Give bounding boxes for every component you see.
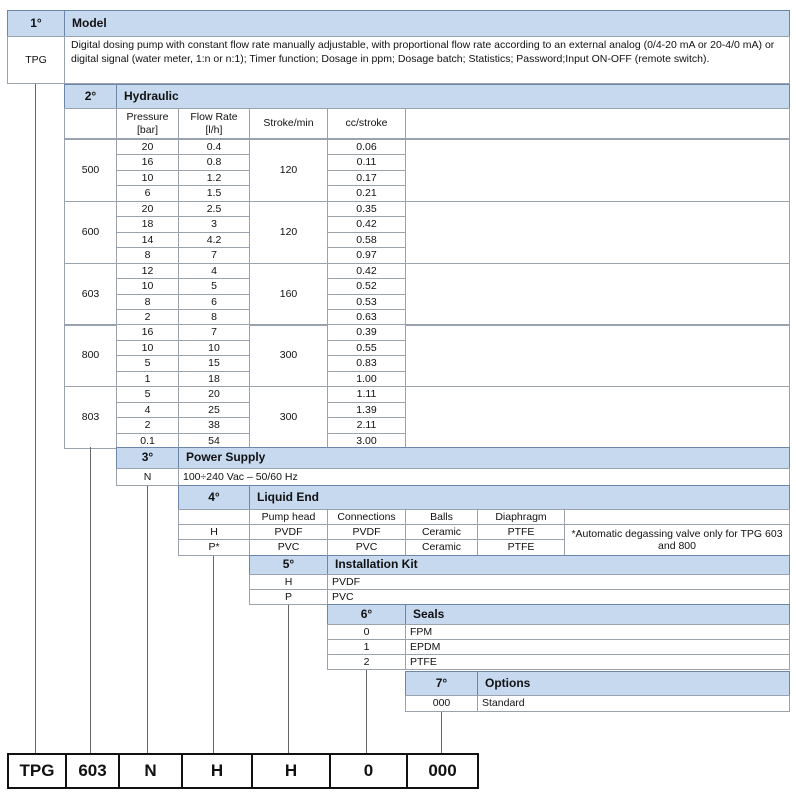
- hydraulic-pressure-value: 5: [116, 355, 179, 372]
- hydraulic-model-code: 800: [64, 324, 117, 387]
- hydraulic-stroke-value: 120: [249, 201, 328, 264]
- hydraulic-flow-value: 8: [178, 309, 250, 325]
- hydraulic-flow-value: 1.2: [178, 170, 250, 186]
- hydraulic-cc-value: 0.42: [327, 263, 406, 279]
- hydraulic-section-title: Hydraulic: [116, 84, 790, 109]
- hydraulic-pressure-value: 20: [116, 139, 179, 155]
- hydraulic-model-code: 600: [64, 201, 117, 264]
- seals-row-value: PTFE: [405, 654, 790, 670]
- hydraulic-blank-header: [405, 108, 790, 139]
- model-section-title: Model: [64, 10, 790, 37]
- kit-section-number: 5°: [249, 555, 328, 575]
- hydraulic-flow-value: 0.8: [178, 154, 250, 171]
- liquid-row-code: H: [178, 524, 250, 540]
- code-box-model: TPG: [9, 755, 67, 787]
- hydraulic-stroke-value: 300: [249, 324, 328, 387]
- options-section-title: Options: [477, 671, 790, 696]
- liquid-row-pump-head: PVC: [249, 539, 328, 556]
- liquid-row-connections: PVDF: [327, 524, 406, 540]
- hydraulic-stroke-value: 120: [249, 139, 328, 202]
- hydraulic-pressure-value: 18: [116, 216, 179, 233]
- hydraulic-flow-value: 20: [178, 386, 250, 403]
- hydraulic-stroke-value: 300: [249, 386, 328, 449]
- hydraulic-model-code: 603: [64, 263, 117, 326]
- hydraulic-flow-value: 4.2: [178, 232, 250, 248]
- hydraulic-cc-value: 0.39: [327, 324, 406, 341]
- hydraulic-flow-value: 7: [178, 247, 250, 264]
- hydraulic-pressure-value: 14: [116, 232, 179, 248]
- seals-row-code: 0: [327, 624, 406, 640]
- hydraulic-section-number: 2°: [64, 84, 117, 109]
- hydraulic-flow-value: 0.4: [178, 139, 250, 155]
- hydraulic-cc-value: 0.52: [327, 278, 406, 295]
- hydraulic-cc-value: 0.55: [327, 340, 406, 356]
- hydraulic-pressure-value: 10: [116, 340, 179, 356]
- connector-line-1: [35, 84, 36, 753]
- hydraulic-cc-value: 0.17: [327, 170, 406, 186]
- hydraulic-cc-value: 0.53: [327, 294, 406, 310]
- liquid-row-connections: PVC: [327, 539, 406, 556]
- seals-row-value: FPM: [405, 624, 790, 640]
- hydraulic-cc-value: 2.11: [327, 417, 406, 434]
- kit-row-code: P: [249, 589, 328, 605]
- power-code: N: [116, 468, 179, 486]
- liquid-blank-header: [564, 509, 790, 525]
- hydraulic-cc-value: 1.11: [327, 386, 406, 403]
- power-value: 100÷240 Vac – 50/60 Hz: [178, 468, 790, 486]
- code-box-power: N: [120, 755, 183, 787]
- hydraulic-model-code: 500: [64, 139, 117, 202]
- hydraulic-cc-value: 0.83: [327, 355, 406, 372]
- hydraulic-blank-cell: [405, 263, 790, 326]
- hydraulic-cc-value: 0.35: [327, 201, 406, 217]
- code-box-options: 000: [428, 761, 457, 780]
- connector-line-3: [147, 486, 148, 753]
- pump-head-column-header: Pump head: [249, 509, 328, 525]
- options-section-number: 7°: [405, 671, 478, 696]
- hydraulic-cc-value: 0.11: [327, 154, 406, 171]
- hydraulic-flow-value: 3: [178, 216, 250, 233]
- code-box-liquid-end: H: [183, 755, 253, 787]
- code-box-hydraulic: 603: [67, 755, 120, 787]
- cc-stroke-column-header: cc/stroke: [327, 108, 406, 139]
- hydraulic-flow-value: 15: [178, 355, 250, 372]
- hydraulic-pressure-value: 4: [116, 402, 179, 418]
- hydraulic-pressure-value: 2: [116, 417, 179, 434]
- connector-line-6: [366, 670, 367, 753]
- seals-row-code: 2: [327, 654, 406, 670]
- liquid-section-number: 4°: [178, 485, 250, 510]
- flow-rate-column-header: Flow Rate [l/h]: [178, 108, 250, 139]
- connections-column-header: Connections: [327, 509, 406, 525]
- hydraulic-flow-value: 1.5: [178, 185, 250, 202]
- hydraulic-pressure-value: 0.1: [116, 433, 179, 449]
- hydraulic-cc-value: 0.97: [327, 247, 406, 264]
- seals-row-value: EPDM: [405, 639, 790, 655]
- hydraulic-flow-value: 54: [178, 433, 250, 449]
- balls-column-header: Balls: [405, 509, 478, 525]
- connector-line-7: [441, 712, 442, 753]
- liquid-row-code: P*: [178, 539, 250, 556]
- hydraulic-pressure-value: 20: [116, 201, 179, 217]
- hydraulic-corner: [64, 108, 117, 139]
- hydraulic-blank-cell: [405, 139, 790, 202]
- hydraulic-cc-value: 3.00: [327, 433, 406, 449]
- hydraulic-cc-value: 0.42: [327, 216, 406, 233]
- model-code: TPG: [7, 36, 65, 84]
- hydraulic-cc-value: 0.21: [327, 185, 406, 202]
- stroke-column-header: Stroke/min: [249, 108, 328, 139]
- hydraulic-stroke-value: 160: [249, 263, 328, 326]
- code-box-kit: H: [253, 755, 331, 787]
- code-box: [7, 753, 479, 789]
- hydraulic-cc-value: 0.58: [327, 232, 406, 248]
- kit-section-title: Installation Kit: [327, 555, 790, 575]
- liquid-corner: [178, 509, 250, 525]
- hydraulic-pressure-value: 16: [116, 324, 179, 341]
- liquid-row-diaphragm: PTFE: [477, 539, 565, 556]
- power-section-title: Power Supply: [178, 447, 790, 469]
- model-section-number: 1°: [7, 10, 65, 37]
- hydraulic-cc-value: 0.63: [327, 309, 406, 325]
- hydraulic-pressure-value: 8: [116, 247, 179, 264]
- hydraulic-cc-value: 1.39: [327, 402, 406, 418]
- options-row-code: 000: [405, 695, 478, 712]
- liquid-row-diaphragm: PTFE: [477, 524, 565, 540]
- hydraulic-pressure-value: 8: [116, 294, 179, 310]
- model-description: Digital dosing pump with constant flow rate manually adjustable, with proportional flow rate according to an external analog (0/4-20 mA or 20-4/0 mA) or digital signal (water meter, 1:n or n:1); Timer function; Dosage in ppm; Dosage batch; Statistics; Password;Input ON-OFF (remote switch).: [64, 36, 790, 84]
- liquid-row-balls: Ceramic: [405, 539, 478, 556]
- liquid-row-pump-head: PVDF: [249, 524, 328, 540]
- hydraulic-cc-value: 1.00: [327, 371, 406, 387]
- hydraulic-model-code: 803: [64, 386, 117, 449]
- kit-row-code: H: [249, 574, 328, 590]
- liquid-row-balls: Ceramic: [405, 524, 478, 540]
- hydraulic-pressure-value: 5: [116, 386, 179, 403]
- hydraulic-flow-value: 18: [178, 371, 250, 387]
- hydraulic-pressure-value: 16: [116, 154, 179, 171]
- hydraulic-blank-cell: [405, 386, 790, 449]
- pressure-column-header: Pressure [bar]: [116, 108, 179, 139]
- hydraulic-cc-value: 0.06: [327, 139, 406, 155]
- hydraulic-blank-cell: [405, 201, 790, 264]
- kit-row-value: PVC: [327, 589, 790, 605]
- hydraulic-pressure-value: 10: [116, 278, 179, 295]
- connector-line-4: [213, 556, 214, 753]
- hydraulic-flow-value: 2.5: [178, 201, 250, 217]
- hydraulic-flow-value: 6: [178, 294, 250, 310]
- seals-section-number: 6°: [327, 604, 406, 625]
- connector-line-2: [90, 447, 91, 753]
- hydraulic-blank-cell: [405, 324, 790, 387]
- hydraulic-pressure-value: 12: [116, 263, 179, 279]
- hydraulic-flow-value: 38: [178, 417, 250, 434]
- hydraulic-flow-value: 5: [178, 278, 250, 295]
- kit-row-value: PVDF: [327, 574, 790, 590]
- options-row-value: Standard: [477, 695, 790, 712]
- hydraulic-pressure-value: 2: [116, 309, 179, 325]
- liquid-section-title: Liquid End: [249, 485, 790, 510]
- power-section-number: 3°: [116, 447, 179, 469]
- seals-row-code: 1: [327, 639, 406, 655]
- code-box-seals: 0: [331, 755, 408, 787]
- hydraulic-pressure-value: 10: [116, 170, 179, 186]
- hydraulic-flow-value: 25: [178, 402, 250, 418]
- hydraulic-pressure-value: 1: [116, 371, 179, 387]
- seals-section-title: Seals: [405, 604, 790, 625]
- degassing-valve-note: *Automatic degassing valve only for TPG 603 and 800: [564, 524, 790, 556]
- hydraulic-flow-value: 10: [178, 340, 250, 356]
- hydraulic-flow-value: 4: [178, 263, 250, 279]
- hydraulic-pressure-value: 6: [116, 185, 179, 202]
- connector-line-5: [288, 605, 289, 753]
- hydraulic-flow-value: 7: [178, 324, 250, 341]
- diaphragm-column-header: Diaphragm: [477, 509, 565, 525]
